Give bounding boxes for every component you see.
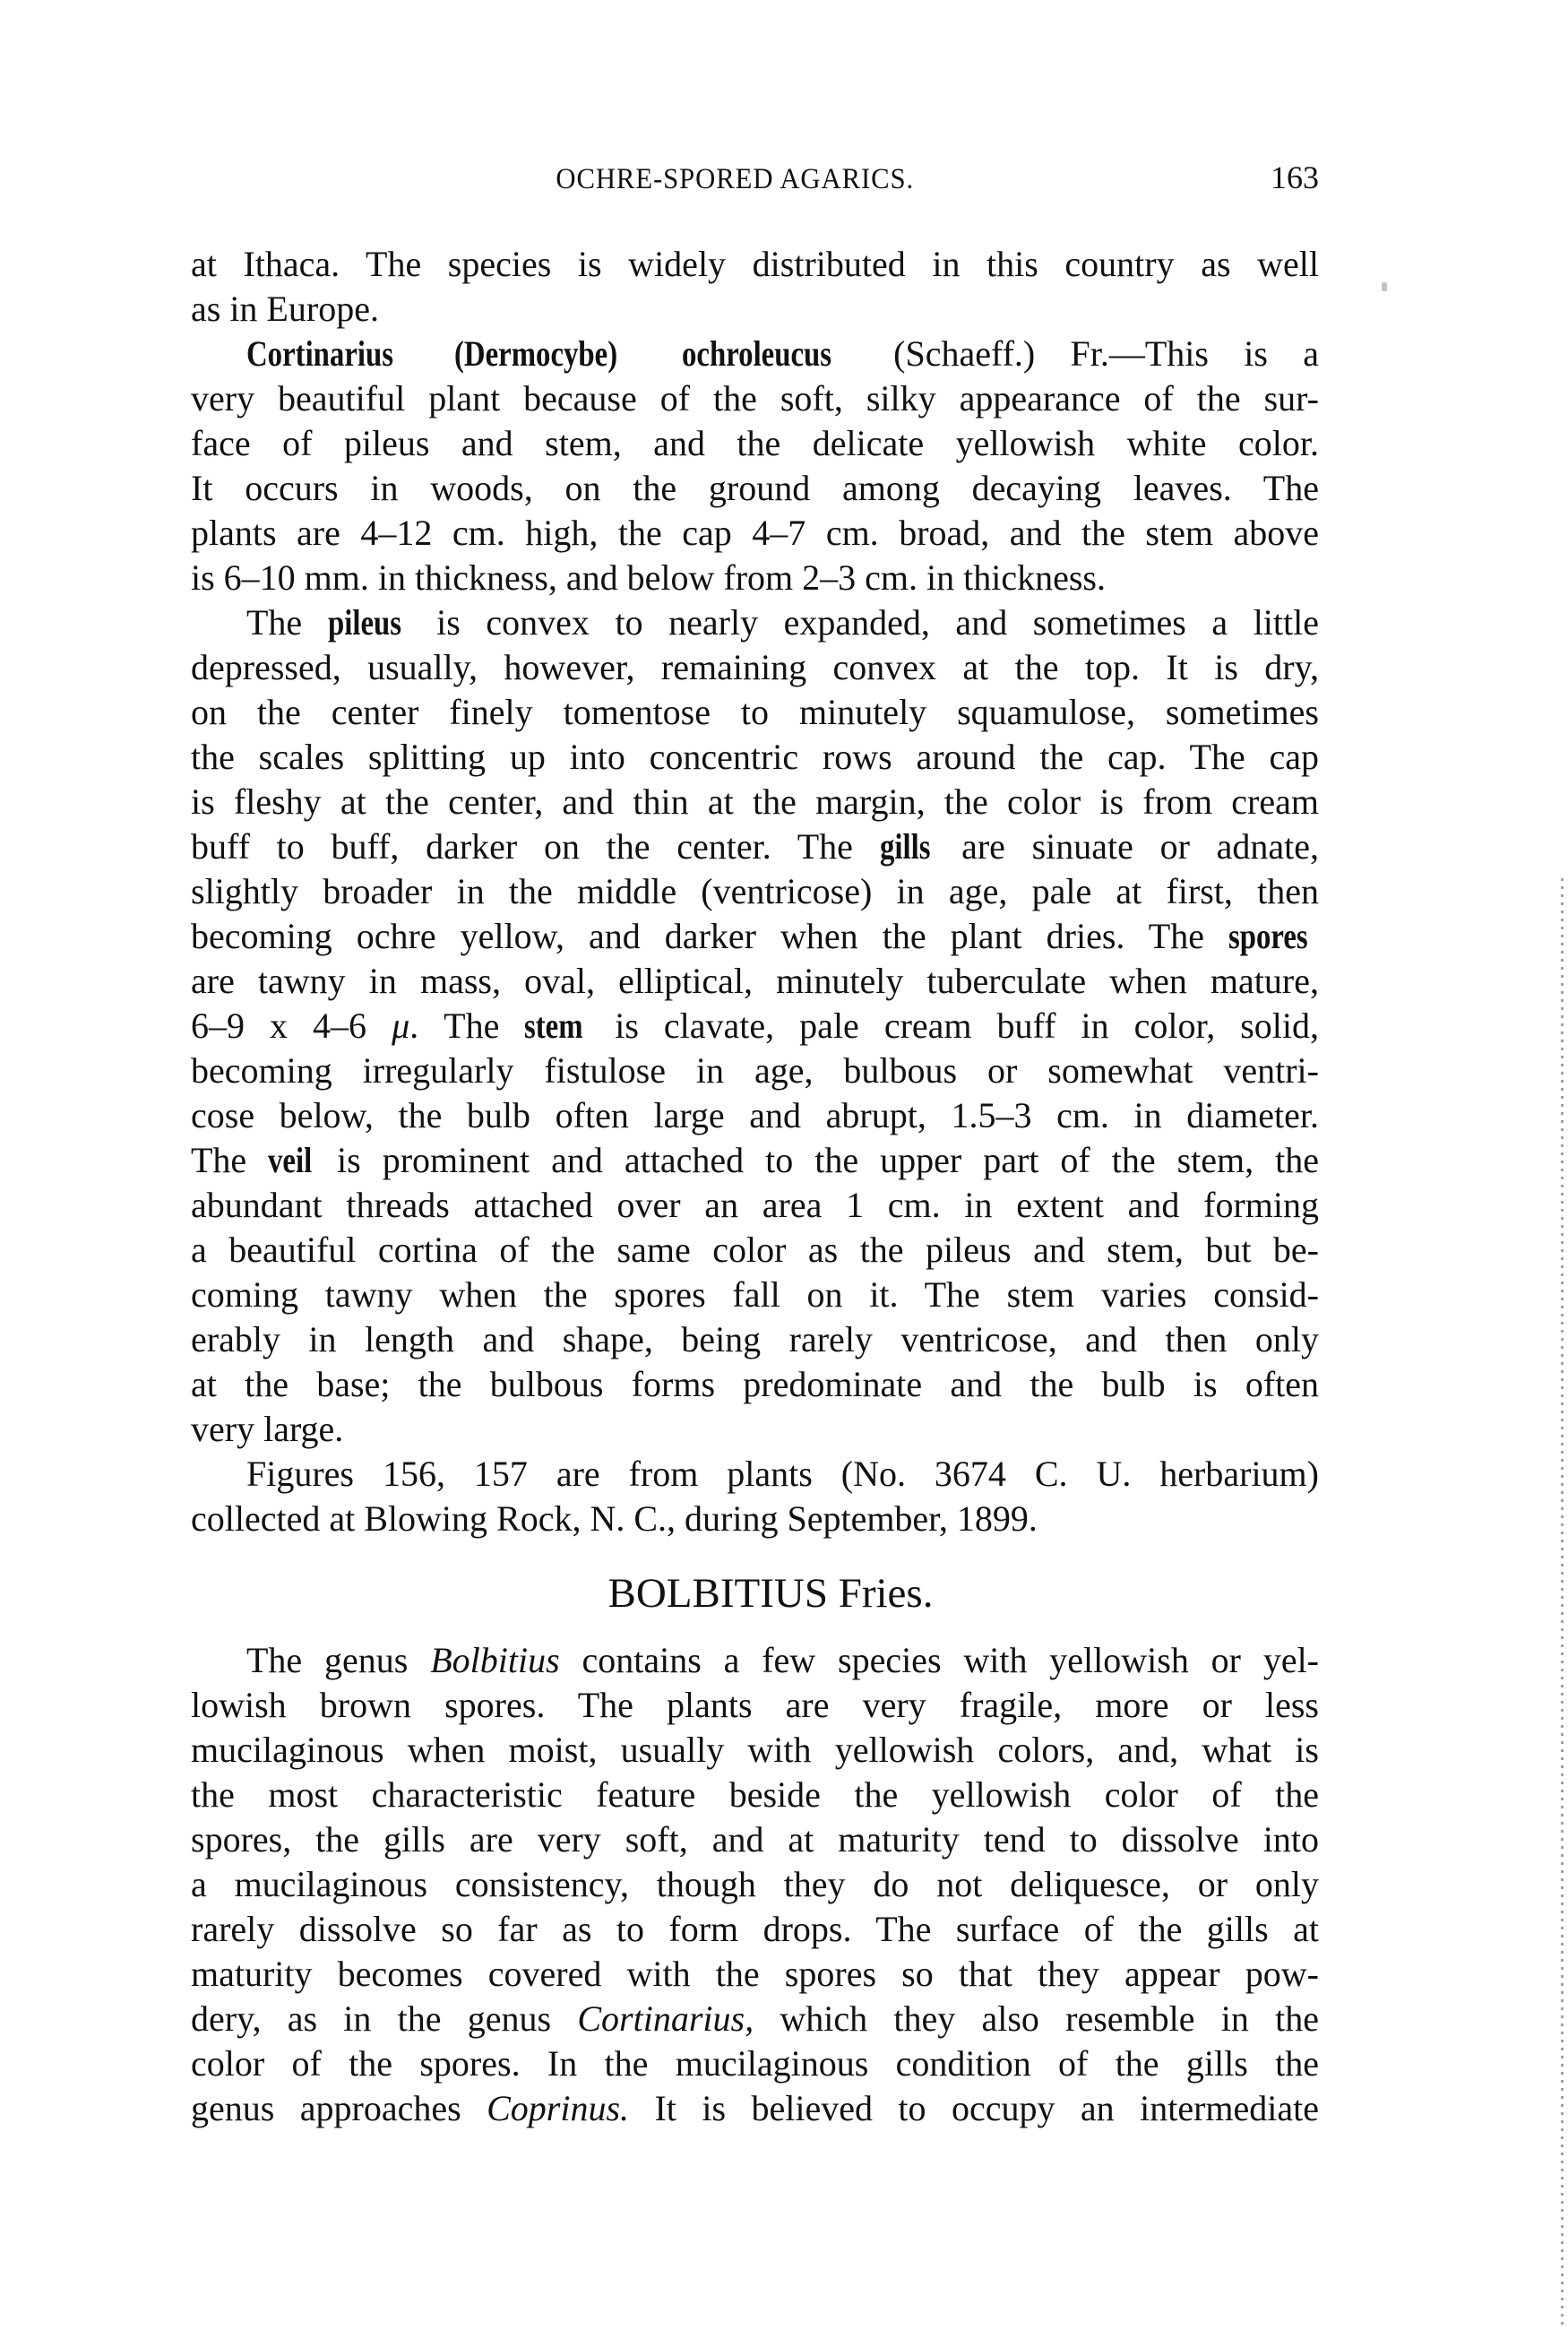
text-line: a mucilaginous consistency, though they do not deliquesce, or only (191, 1864, 1319, 1904)
text-line: becoming irregularly fistulose in age, bulbous or somewhat ventri- (191, 1050, 1319, 1091)
text-line: It occurs in woods, on the ground among decaying leaves. The (191, 468, 1319, 508)
text-line: dery, as in the genus Cortinarius, which they also resemble in the (191, 1998, 1319, 2039)
text-line: The pileus is convex to nearly expanded, and sometimes a little (246, 600, 1319, 645)
genus-coprinus: Coprinus. (487, 2088, 630, 2128)
text-line: rarely dissolve so far as to form drops. The surface of the gills at (191, 1909, 1319, 1949)
text-line: on the center finely tomentose to minutely squamulose, sometimes (191, 692, 1319, 732)
term-pileus: pileus (327, 602, 401, 643)
text-line: color of the spores. In the mucilaginous condition of the gills the (191, 2043, 1319, 2084)
text-line: The genus Bolbitius contains a few species with yellowish or yel- (246, 1640, 1320, 1680)
text-line: lowish brown spores. The plants are very fragile, more or less (191, 1685, 1319, 1725)
genus-bolbitius: Bolbitius (430, 1640, 560, 1680)
text-line: 6–9 x 4–6 μ. The stem is clavate, pale cream buff in color, solid, (191, 1004, 1319, 1048)
text-line: the most characteristic feature beside the yellowish color of the (191, 1774, 1319, 1815)
text-line: as in Europe. (191, 289, 379, 329)
term-gills: gills (879, 826, 931, 867)
page-number: 163 (1271, 160, 1319, 195)
text-line: is fleshy at the center, and thin at the margin, the color is from cream (191, 781, 1319, 822)
scan-edge-artifact (1561, 878, 1564, 2330)
text-line: slightly broader in the middle (ventricose) in age, pale at first, then (191, 871, 1319, 911)
genus-name: Cortinarius (246, 333, 393, 374)
text-line: the scales splitting up into concentric rows around the cap. The cap (191, 737, 1319, 777)
text-line: a beautiful cortina of the same color as the pileus and stem, but be- (191, 1230, 1319, 1270)
authority-text: (Schaeff.) Fr.—This is a (893, 333, 1320, 374)
text-line: are tawny in mass, oval, elliptical, minutely tuberculate when mature, (191, 961, 1319, 1001)
text-line: buff to buff, darker on the center. The gills are sinuate or adnate, (191, 824, 1319, 869)
text-line: collected at Blowing Rock, N. C., during September, 1899. (191, 1498, 1038, 1539)
term-spores: spores (1228, 916, 1308, 956)
text-line: at the base; the bulbous forms predominate and the bulb is often (191, 1364, 1319, 1404)
section-heading: BOLBITIUS Fries. (607, 1570, 934, 1617)
text-line: very large. (191, 1409, 344, 1449)
scan-speck (1382, 282, 1387, 291)
running-head (0, 161, 1568, 197)
running-title: OCHRE-SPORED AGARICS. (556, 163, 915, 195)
text-line: erably in length and shape, being rarely ventricose, and then only (191, 1319, 1319, 1359)
term-veil: veil (268, 1140, 313, 1180)
species-name: ochroleucus (682, 333, 832, 374)
text-line: The veil is prominent and attached to the upper part of the stem, the (191, 1138, 1319, 1183)
text-line: becoming ochre yellow, and darker when the plant dries. The spores (191, 914, 1319, 959)
figure-reference-line: Figures 156, 157 are from plants (No. 3674 C. U. herbarium) (246, 1454, 1319, 1494)
text-line: very beautiful plant because of the soft, silky appearance of the sur- (191, 378, 1319, 419)
text-line: depressed, usually, however, remaining convex at the top. It is dry, (191, 647, 1319, 687)
text-line: plants are 4–12 cm. high, the cap 4–7 cm. broad, and the stem above (191, 513, 1319, 553)
text-line: mucilaginous when moist, usually with yellowish colors, and, what is (191, 1730, 1319, 1770)
text-line: maturity becomes covered with the spores so that they appear pow- (191, 1954, 1319, 1994)
text-line: coming tawny when the spores fall on it. The stem varies consid- (191, 1274, 1319, 1315)
species-entry-line (246, 332, 1319, 376)
text-line: at Ithaca. The species is widely distributed in this country as well (191, 244, 1319, 284)
genus-cortinarius: Cortinarius, (577, 1998, 754, 2039)
text-line: face of pileus and stem, and the delicate yellowish white color. (191, 423, 1319, 463)
subgenus-name: (Dermocybe) (454, 333, 618, 374)
text-line: is 6–10 mm. in thickness, and below from 2–3 cm. in thickness. (191, 557, 1106, 598)
term-stem: stem (524, 1005, 583, 1046)
text-line: abundant threads attached over an area 1 cm. in extent and forming (191, 1185, 1319, 1225)
text-line: genus approaches Coprinus. It is believed to occupy an intermediate (191, 2088, 1319, 2128)
text-line: cose below, the bulb often large and abrupt, 1.5–3 cm. in diameter. (191, 1095, 1319, 1135)
text-line: spores, the gills are very soft, and at maturity tend to dissolve into (191, 1819, 1319, 1860)
micron-symbol: μ (392, 1005, 410, 1046)
